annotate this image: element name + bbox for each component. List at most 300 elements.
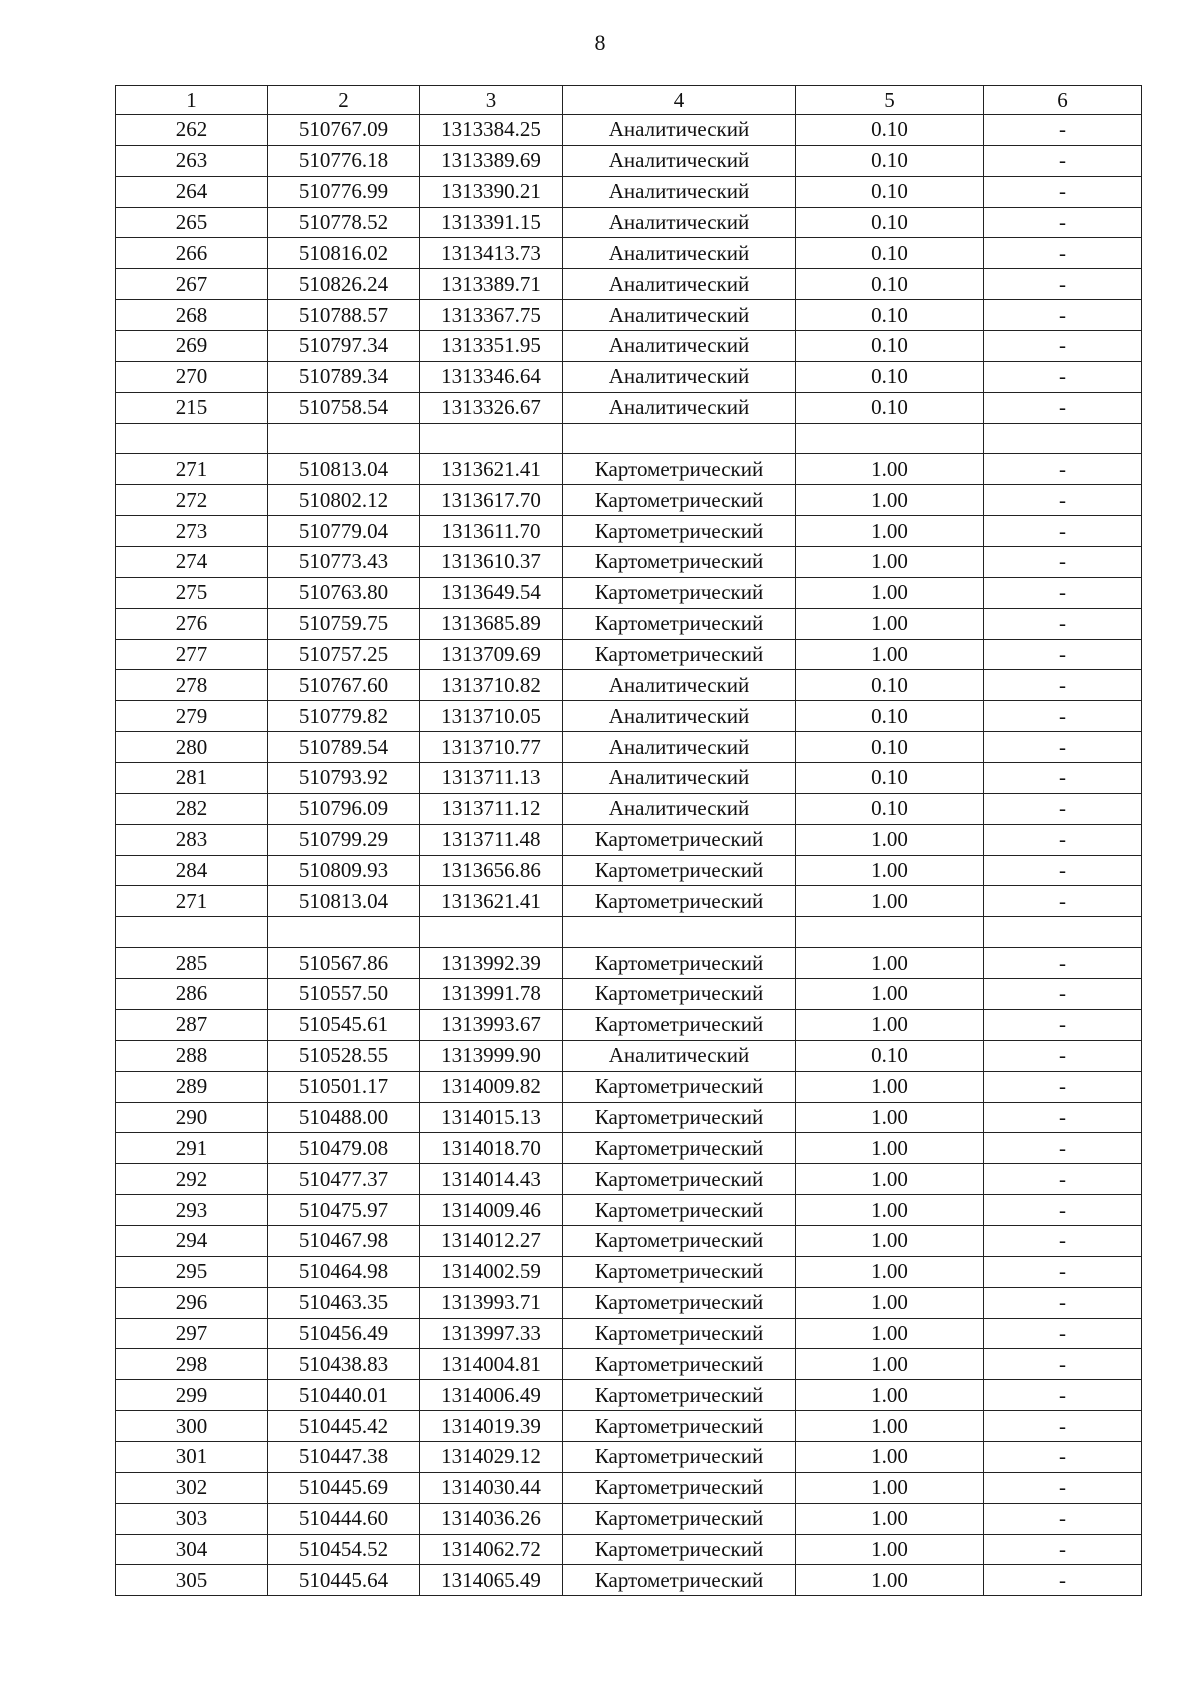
table-cell: Картометрический (563, 547, 796, 578)
table-cell: 300 (116, 1411, 268, 1442)
table-cell: - (984, 331, 1142, 362)
table-cell: 1314065.49 (420, 1565, 563, 1596)
table-cell: Аналитический (563, 300, 796, 331)
page-number: 8 (594, 30, 606, 55)
table-cell: Аналитический (563, 361, 796, 392)
table-cell: Картометрический (563, 1071, 796, 1102)
table-cell: 1313649.54 (420, 577, 563, 608)
table-cell: 304 (116, 1534, 268, 1565)
table-cell: - (984, 1411, 1142, 1442)
table-cell: Аналитический (563, 269, 796, 300)
table-cell: - (984, 269, 1142, 300)
table-cell: - (984, 454, 1142, 485)
table-cell: 262 (116, 115, 268, 146)
table-row (116, 1133, 1142, 1164)
table-cell: 1313621.41 (420, 886, 563, 917)
table-cell: 1313993.71 (420, 1287, 563, 1318)
table-cell: 289 (116, 1071, 268, 1102)
table-cell: 271 (116, 886, 268, 917)
table-cell: Аналитический (563, 763, 796, 794)
table-cell: - (984, 1071, 1142, 1102)
table-cell: 265 (116, 207, 268, 238)
table-row (116, 1287, 1142, 1318)
table-cell (563, 423, 796, 454)
table-cell: 280 (116, 732, 268, 763)
table-cell: Аналитический (563, 732, 796, 763)
table-cell: 510488.00 (268, 1102, 420, 1133)
table-cell: - (984, 824, 1142, 855)
table-cell (984, 423, 1142, 454)
table-cell: 266 (116, 238, 268, 269)
table-cell: 295 (116, 1256, 268, 1287)
table-cell: 510475.97 (268, 1195, 420, 1226)
table-cell: - (984, 1441, 1142, 1472)
table-cell: 1313384.25 (420, 115, 563, 146)
table-cell: Картометрический (563, 1472, 796, 1503)
table-cell: 273 (116, 516, 268, 547)
table-row (116, 547, 1142, 578)
table-cell: Картометрический (563, 454, 796, 485)
table-cell: Картометрический (563, 1534, 796, 1565)
header-cell: 4 (563, 86, 796, 115)
table-cell: 1.00 (796, 1441, 984, 1472)
table-cell: 303 (116, 1503, 268, 1534)
table-row (116, 1225, 1142, 1256)
table-cell: 276 (116, 608, 268, 639)
table-row (116, 454, 1142, 485)
table-cell: Картометрический (563, 1133, 796, 1164)
table-cell: 510757.25 (268, 639, 420, 670)
table-cell: 305 (116, 1565, 268, 1596)
table-row (116, 1102, 1142, 1133)
table-cell: 1314015.13 (420, 1102, 563, 1133)
table-cell: 510826.24 (268, 269, 420, 300)
table-cell: 1.00 (796, 1349, 984, 1380)
table-cell (420, 423, 563, 454)
table-cell: 272 (116, 485, 268, 516)
table-cell: - (984, 1040, 1142, 1071)
table-cell: 510793.92 (268, 763, 420, 794)
table-cell: 1314062.72 (420, 1534, 563, 1565)
table-row (116, 1380, 1142, 1411)
table-cell (420, 917, 563, 948)
table-cell: 510802.12 (268, 485, 420, 516)
table-cell (796, 917, 984, 948)
table-cell: Картометрический (563, 1164, 796, 1195)
table-cell: - (984, 948, 1142, 979)
table-row (116, 423, 1142, 454)
table-cell: 1.00 (796, 608, 984, 639)
table-cell: - (984, 1164, 1142, 1195)
table-cell: 1.00 (796, 639, 984, 670)
table-row (116, 238, 1142, 269)
table-row (116, 207, 1142, 238)
table-cell: - (984, 1195, 1142, 1226)
table-row (116, 1009, 1142, 1040)
table-cell: Картометрический (563, 1441, 796, 1472)
table-cell: 1.00 (796, 886, 984, 917)
table-cell: Картометрический (563, 1287, 796, 1318)
table-cell: 1313390.21 (420, 176, 563, 207)
table-cell: 1.00 (796, 516, 984, 547)
table-row (116, 1318, 1142, 1349)
table-cell: 279 (116, 701, 268, 732)
table-cell: Картометрический (563, 948, 796, 979)
table-cell: 0.10 (796, 392, 984, 423)
table-cell: 1313367.75 (420, 300, 563, 331)
table-cell: 0.10 (796, 115, 984, 146)
table-cell: 510479.08 (268, 1133, 420, 1164)
table-cell: - (984, 238, 1142, 269)
table-cell: - (984, 855, 1142, 886)
table-cell: 1314029.12 (420, 1441, 563, 1472)
table-cell: 298 (116, 1349, 268, 1380)
header-cell: 5 (796, 86, 984, 115)
table-cell: 1.00 (796, 824, 984, 855)
table-cell: Аналитический (563, 176, 796, 207)
table-row (116, 670, 1142, 701)
table-cell: 1.00 (796, 1225, 984, 1256)
table-cell: 288 (116, 1040, 268, 1071)
table-cell: 281 (116, 763, 268, 794)
table-cell: 510776.99 (268, 176, 420, 207)
table-row (116, 145, 1142, 176)
table-row (116, 763, 1142, 794)
table-cell: Картометрический (563, 886, 796, 917)
table-row (116, 1195, 1142, 1226)
table-cell: Картометрический (563, 1318, 796, 1349)
table-cell: - (984, 1565, 1142, 1596)
table-row (116, 855, 1142, 886)
table-cell: - (984, 547, 1142, 578)
table-cell: Аналитический (563, 793, 796, 824)
header-cell: 6 (984, 86, 1142, 115)
table-cell: 278 (116, 670, 268, 701)
table-row (116, 732, 1142, 763)
table-cell: Картометрический (563, 577, 796, 608)
table-cell: - (984, 639, 1142, 670)
table-row (116, 516, 1142, 547)
table-cell: 510813.04 (268, 886, 420, 917)
table-cell: - (984, 1102, 1142, 1133)
table-cell (796, 423, 984, 454)
table-cell: - (984, 1009, 1142, 1040)
table-cell: 1313351.95 (420, 331, 563, 362)
table-cell: - (984, 1349, 1142, 1380)
table-cell: 510567.86 (268, 948, 420, 979)
table-cell: 510545.61 (268, 1009, 420, 1040)
table-cell: Картометрический (563, 485, 796, 516)
table-cell: 1.00 (796, 454, 984, 485)
table-cell: 510763.80 (268, 577, 420, 608)
table-cell: 510788.57 (268, 300, 420, 331)
table-row (116, 1503, 1142, 1534)
table-cell: 510809.93 (268, 855, 420, 886)
table-row (116, 361, 1142, 392)
table-cell: 0.10 (796, 670, 984, 701)
table-row (116, 979, 1142, 1010)
table-cell: 510445.42 (268, 1411, 420, 1442)
table-cell: 510759.75 (268, 608, 420, 639)
table-cell: 1314012.27 (420, 1225, 563, 1256)
coordinates-table (115, 85, 1142, 1596)
table-cell: 264 (116, 176, 268, 207)
table-cell: 510789.34 (268, 361, 420, 392)
table-cell: - (984, 763, 1142, 794)
table-cell: Картометрический (563, 1349, 796, 1380)
table-cell: 1313991.78 (420, 979, 563, 1010)
table-cell: 510444.60 (268, 1503, 420, 1534)
table-cell: 510816.02 (268, 238, 420, 269)
table-row (116, 917, 1142, 948)
table-cell: - (984, 485, 1142, 516)
table-cell: 297 (116, 1318, 268, 1349)
table-cell: 1.00 (796, 577, 984, 608)
table-cell (563, 917, 796, 948)
table-cell: - (984, 361, 1142, 392)
table-cell: - (984, 145, 1142, 176)
table-cell: - (984, 1380, 1142, 1411)
table-cell: 287 (116, 1009, 268, 1040)
table-cell: 510467.98 (268, 1225, 420, 1256)
table-cell: 267 (116, 269, 268, 300)
table-cell: 1314009.82 (420, 1071, 563, 1102)
table-cell: 1.00 (796, 1411, 984, 1442)
table-cell: 1313621.41 (420, 454, 563, 485)
table-cell: 1.00 (796, 1534, 984, 1565)
table-cell: 510456.49 (268, 1318, 420, 1349)
table-cell: - (984, 516, 1142, 547)
table-cell: 1313999.90 (420, 1040, 563, 1071)
table-row (116, 331, 1142, 362)
table-cell: 291 (116, 1133, 268, 1164)
table-cell: 1.00 (796, 1287, 984, 1318)
table-cell: 1.00 (796, 1565, 984, 1596)
table-cell: 285 (116, 948, 268, 979)
table-cell: 1.00 (796, 1164, 984, 1195)
table-cell: - (984, 886, 1142, 917)
table-cell: 1314004.81 (420, 1349, 563, 1380)
table-cell: Картометрический (563, 639, 796, 670)
table-cell: 283 (116, 824, 268, 855)
table-cell: Картометрический (563, 1195, 796, 1226)
table-cell (984, 917, 1142, 948)
table-cell: Аналитический (563, 670, 796, 701)
table-cell: 0.10 (796, 1040, 984, 1071)
table-cell: 510501.17 (268, 1071, 420, 1102)
table-cell: 510447.38 (268, 1441, 420, 1472)
table-cell: Картометрический (563, 824, 796, 855)
table-cell: 1.00 (796, 1195, 984, 1226)
table-cell: 1313326.67 (420, 392, 563, 423)
table-cell: Картометрический (563, 1411, 796, 1442)
table-cell: Аналитический (563, 145, 796, 176)
table-cell: 510445.69 (268, 1472, 420, 1503)
table-cell (116, 917, 268, 948)
table-cell: 1314006.49 (420, 1380, 563, 1411)
table-cell: 1.00 (796, 547, 984, 578)
table-cell: 268 (116, 300, 268, 331)
table-row (116, 1040, 1142, 1071)
table-row (116, 1472, 1142, 1503)
table-cell: 1313656.86 (420, 855, 563, 886)
table-cell: 271 (116, 454, 268, 485)
table-row (116, 886, 1142, 917)
table-cell: 1.00 (796, 1009, 984, 1040)
table-cell: Картометрический (563, 855, 796, 886)
table-row (116, 485, 1142, 516)
table-cell: 0.10 (796, 207, 984, 238)
table-row (116, 793, 1142, 824)
table-cell: 510454.52 (268, 1534, 420, 1565)
table-cell: - (984, 670, 1142, 701)
table-cell: 1314019.39 (420, 1411, 563, 1442)
table-row (116, 1071, 1142, 1102)
table-cell: Аналитический (563, 331, 796, 362)
table-cell: 1313685.89 (420, 608, 563, 639)
table-cell: 0.10 (796, 300, 984, 331)
table-row (116, 269, 1142, 300)
header-row (116, 86, 1142, 115)
table-cell: 1.00 (796, 1318, 984, 1349)
table-cell: 1314018.70 (420, 1133, 563, 1164)
table-cell: 1313346.64 (420, 361, 563, 392)
table-cell: 0.10 (796, 763, 984, 794)
table-cell: 1313389.71 (420, 269, 563, 300)
table-row (116, 1256, 1142, 1287)
table-cell: 1313611.70 (420, 516, 563, 547)
table-cell: 1314002.59 (420, 1256, 563, 1287)
table-row (116, 701, 1142, 732)
table-cell: 0.10 (796, 331, 984, 362)
table-cell: 1.00 (796, 979, 984, 1010)
table-cell: 1.00 (796, 485, 984, 516)
table-cell: 1.00 (796, 1503, 984, 1534)
table-cell: 510767.09 (268, 115, 420, 146)
table-cell: Картометрический (563, 1503, 796, 1534)
table-cell: Картометрический (563, 979, 796, 1010)
table-cell: Картометрический (563, 516, 796, 547)
table-cell: 1314036.26 (420, 1503, 563, 1534)
table-body (116, 115, 1142, 1596)
table-cell: 510758.54 (268, 392, 420, 423)
table-cell: 1313710.77 (420, 732, 563, 763)
table-cell: 510778.52 (268, 207, 420, 238)
table-cell: 269 (116, 331, 268, 362)
table-row (116, 1565, 1142, 1596)
table-cell (268, 917, 420, 948)
table-row (116, 824, 1142, 855)
table-cell: 0.10 (796, 145, 984, 176)
table-cell: 302 (116, 1472, 268, 1503)
table-cell: 290 (116, 1102, 268, 1133)
table-cell: 0.10 (796, 793, 984, 824)
table-cell: - (984, 979, 1142, 1010)
header-cell: 1 (116, 86, 268, 115)
table-cell: 1.00 (796, 1380, 984, 1411)
table-cell: 510773.43 (268, 547, 420, 578)
table-cell: 0.10 (796, 732, 984, 763)
table-cell: 510779.82 (268, 701, 420, 732)
table-cell: 510463.35 (268, 1287, 420, 1318)
table-cell: - (984, 608, 1142, 639)
table-cell: 296 (116, 1287, 268, 1318)
table-cell: 1313389.69 (420, 145, 563, 176)
table-cell: 510776.18 (268, 145, 420, 176)
table-cell: 1.00 (796, 855, 984, 886)
table-cell: 1313413.73 (420, 238, 563, 269)
table-cell: 510557.50 (268, 979, 420, 1010)
table-cell: Картометрический (563, 1102, 796, 1133)
table-cell: Аналитический (563, 207, 796, 238)
table-row (116, 1534, 1142, 1565)
table-cell: 284 (116, 855, 268, 886)
table-cell: - (984, 1225, 1142, 1256)
table-cell: Аналитический (563, 701, 796, 732)
table-cell (268, 423, 420, 454)
table-cell: - (984, 1287, 1142, 1318)
table-cell: 274 (116, 547, 268, 578)
header-cell: 3 (420, 86, 563, 115)
table-cell: - (984, 1534, 1142, 1565)
table-cell: 299 (116, 1380, 268, 1411)
table-cell: - (984, 701, 1142, 732)
table-cell: 1313997.33 (420, 1318, 563, 1349)
table-row (116, 392, 1142, 423)
table-cell: 286 (116, 979, 268, 1010)
table-cell: 510789.54 (268, 732, 420, 763)
table-cell: - (984, 1472, 1142, 1503)
table-cell: 0.10 (796, 701, 984, 732)
table-cell: 282 (116, 793, 268, 824)
table-cell: 510779.04 (268, 516, 420, 547)
table-cell: 1.00 (796, 948, 984, 979)
table-cell: 294 (116, 1225, 268, 1256)
table-cell: Аналитический (563, 392, 796, 423)
table-cell: 0.10 (796, 238, 984, 269)
table-cell: - (984, 300, 1142, 331)
table-row (116, 115, 1142, 146)
table-cell: 0.10 (796, 176, 984, 207)
table-cell: 1314009.46 (420, 1195, 563, 1226)
table-cell: 510767.60 (268, 670, 420, 701)
table-cell: 215 (116, 392, 268, 423)
table-cell: 1313711.12 (420, 793, 563, 824)
table-cell: 1313993.67 (420, 1009, 563, 1040)
header-cell: 2 (268, 86, 420, 115)
table-cell: Аналитический (563, 238, 796, 269)
table-cell: 1313711.48 (420, 824, 563, 855)
table-cell: - (984, 207, 1142, 238)
table-row (116, 300, 1142, 331)
table-cell: - (984, 577, 1142, 608)
table-cell: 293 (116, 1195, 268, 1226)
table-cell: 1313709.69 (420, 639, 563, 670)
table-row (116, 1164, 1142, 1195)
table-cell: 1313617.70 (420, 485, 563, 516)
table-cell: - (984, 176, 1142, 207)
table-cell: 1313710.82 (420, 670, 563, 701)
table-cell: Картометрический (563, 1380, 796, 1411)
table-cell: 1.00 (796, 1256, 984, 1287)
table-cell: - (984, 1318, 1142, 1349)
table-cell: - (984, 1256, 1142, 1287)
table-cell: 1313711.13 (420, 763, 563, 794)
table-row (116, 608, 1142, 639)
table-cell: - (984, 732, 1142, 763)
table-cell: - (984, 793, 1142, 824)
table-cell: Картометрический (563, 1256, 796, 1287)
